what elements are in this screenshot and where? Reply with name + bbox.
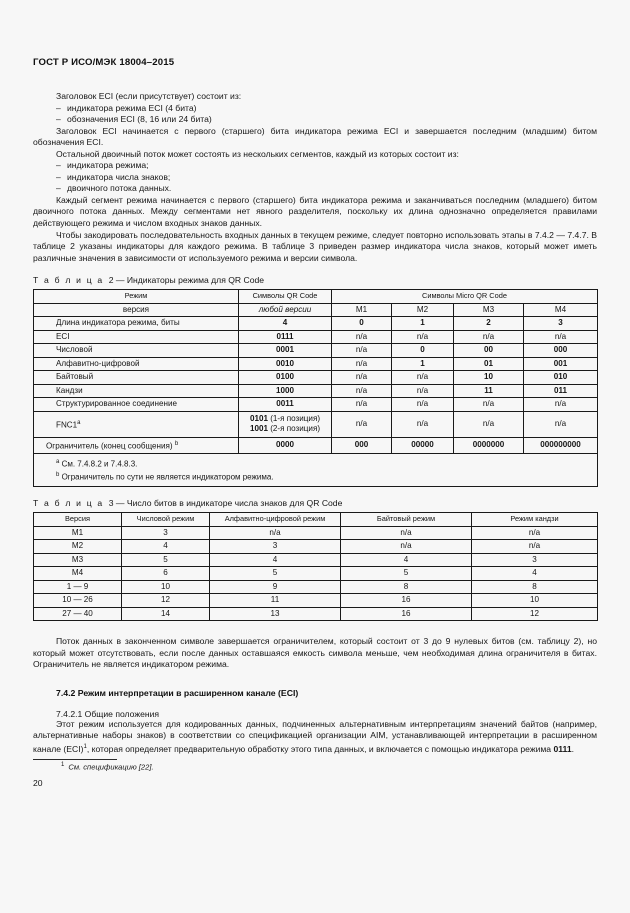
note-a-text: См. 7.4.8.2 и 7.4.8.3. <box>61 459 138 469</box>
table3-cell-byte: 16 <box>341 607 472 621</box>
paragraph-segment-mode: Каждый сегмент режима начинается с первого (старшего) бита индикатора режима и заканчиваться последним (младшего) битом двоичного потока данных. Между сегментами нет явного разделителя, поскольку их длина однозначно определяется правилами действующего режима и числом входных знаков данных. <box>33 194 597 229</box>
table2-note-b <box>56 470 595 483</box>
table-row <box>34 371 598 385</box>
table3-cell-alphanumeric: 5 <box>210 567 341 581</box>
list-item-label: индикатора режима ECI (4 бита) <box>67 102 197 113</box>
paragraph-binary-stream: Остальной двоичный поток может состоять из нескольких сегментов, каждый из которых состоит из: <box>56 148 459 159</box>
table2-row-m1: n/a <box>332 330 392 344</box>
dash-marker: – <box>56 160 61 171</box>
table-row <box>34 540 598 554</box>
eci-general-end: . <box>571 743 575 754</box>
note-b-marker: b <box>56 471 60 478</box>
table2-caption-prefix: Т а б л и ц а <box>33 275 104 286</box>
table3-cell-kanji: 8 <box>472 580 598 594</box>
table2-header-qr: Символы QR Code <box>239 290 332 304</box>
table2-cell-version-qr: любой версии <box>239 303 332 317</box>
table3-caption-prefix: Т а б л и ц а <box>33 498 104 509</box>
fnc1-position-2 <box>241 424 329 435</box>
table-row-header-groups <box>34 290 598 304</box>
table3-caption <box>33 487 597 512</box>
table2-row-m3: n/a <box>454 411 524 437</box>
list-item-label: индикатора числа знаков; <box>67 171 171 182</box>
spacer <box>33 621 597 625</box>
table3-cell-numeric: 3 <box>122 526 210 540</box>
note-b-text: Ограничитель по сути не является индикатором режима. <box>61 472 274 482</box>
table-row-header <box>34 513 598 527</box>
table3-cell-byte: 8 <box>341 580 472 594</box>
table2-row-m1: n/a <box>332 357 392 371</box>
table2-row-m2: n/a <box>392 411 454 437</box>
table2-row-m1: n/a <box>332 411 392 437</box>
list-item <box>33 172 597 184</box>
table-row <box>34 330 598 344</box>
table3-cell-version: M3 <box>34 553 122 567</box>
table3-cell-alphanumeric: 9 <box>210 580 341 594</box>
table-row <box>34 526 598 540</box>
table3-cell-numeric: 12 <box>122 594 210 608</box>
table2-row-qr: 1000 <box>239 384 332 398</box>
table3-cell-version: M4 <box>34 567 122 581</box>
table2-row-qr-fnc1 <box>239 411 332 437</box>
table2-cell-m2: M2 <box>392 303 454 317</box>
table2-row-label-terminator <box>34 437 239 453</box>
table2-row-qr: 0100 <box>239 371 332 385</box>
table3-cell-kanji: n/a <box>472 526 598 540</box>
eci-general-part2: , которая определяет предварительную обработку этого типа данных, и включается с помощью индикатора режима <box>86 743 554 754</box>
table2-row-label: Структурированное соединение <box>34 398 239 412</box>
table3-cell-alphanumeric: 13 <box>210 607 341 621</box>
dash-marker: – <box>56 114 61 125</box>
table2-row-m4: 000000000 <box>524 437 598 453</box>
table-row <box>34 567 598 581</box>
table-row <box>34 398 598 412</box>
table2-row-m4: 000 <box>524 344 598 358</box>
table2-header-mode: Режим <box>34 290 239 304</box>
list-item <box>33 183 597 195</box>
table3-cell-kanji: 12 <box>472 607 598 621</box>
table2-row-qr: 0010 <box>239 357 332 371</box>
table2-cell-version-label: версия <box>34 303 239 317</box>
table3-cell-version: 1 — 9 <box>34 580 122 594</box>
table-mode-indicators <box>33 289 598 487</box>
fnc1-text-1: (1-я позиция) <box>270 413 321 423</box>
fnc1-code-2: 1001 <box>249 424 268 434</box>
table2-row-m4: 3 <box>524 317 598 331</box>
table-row <box>34 594 598 608</box>
table2-row-m1: n/a <box>332 398 392 412</box>
table3-header-kanji: Режим кандзи <box>472 513 598 527</box>
table2-cell-m1: M1 <box>332 303 392 317</box>
table2-row-m2: 0 <box>392 344 454 358</box>
footnote-text: См. спецификацию [22]. <box>68 762 154 772</box>
table2-row-m3: 00 <box>454 344 524 358</box>
table2-note-a <box>56 457 595 470</box>
table3-header-numeric: Числовой режим <box>122 513 210 527</box>
table2-row-m4: n/a <box>524 411 598 437</box>
table2-row-m3: 2 <box>454 317 524 331</box>
table2-row-m3: n/a <box>454 330 524 344</box>
terminator-footnote-marker: b <box>174 440 179 447</box>
table-row <box>34 317 598 331</box>
table3-cell-version: M2 <box>34 540 122 554</box>
table2-row-m4: n/a <box>524 398 598 412</box>
table2-row-m3: 01 <box>454 357 524 371</box>
table-row <box>34 553 598 567</box>
table-row <box>34 384 598 398</box>
table2-row-m4: 001 <box>524 357 598 371</box>
table2-row-m1: 0 <box>332 317 392 331</box>
list-item-label: двоичного потока данных. <box>67 183 172 194</box>
table2-row-m2: 1 <box>392 317 454 331</box>
table2-row-m4: 011 <box>524 384 598 398</box>
terminator-label: Ограничитель (конец сообщения) <box>46 441 173 451</box>
table-row <box>34 607 598 621</box>
table2-row-m1: n/a <box>332 344 392 358</box>
list-item-label: индикатора режима; <box>67 160 149 171</box>
table2-caption-text: — Индикаторы режима для QR Code <box>115 275 265 286</box>
fnc1-label: FNC1 <box>56 420 78 430</box>
table-row <box>34 357 598 371</box>
paragraph-encode-sequence: Чтобы закодировать последовательность входных данных в текущем режиме, следует повторно использовать этапы в 7.4.2 — 7.4.7. В таблице 2 указаны индикаторы для каждого режима. В таблице 3 приведен размер индикатора числа знаков, который может иметь различные значения в зависимости от используемого режима и версии символа. <box>33 229 597 263</box>
table2-cell-m3: M3 <box>454 303 524 317</box>
table3-cell-numeric: 10 <box>122 580 210 594</box>
table2-row-label-fnc1 <box>34 411 239 437</box>
table3-cell-kanji: 3 <box>472 553 598 567</box>
table3-cell-version: 10 — 26 <box>34 594 122 608</box>
table2-row-label: Байтовый <box>34 371 239 385</box>
page-footnote <box>33 762 597 772</box>
table2-caption <box>33 264 597 289</box>
eci-general-part1: Этот режим используется для кодированных данных, подчиненных альтернативным интерпретациям значений байтов (например, альтернативные наборы знаков) в соответствии со спецификацией организации AIM, устанавливающей интерпретации в расширенном канале (ECI) <box>33 718 597 754</box>
table2-row-m3: 0000000 <box>454 437 524 453</box>
table3-cell-byte: 4 <box>341 553 472 567</box>
dash-marker: – <box>56 183 61 194</box>
table2-row-m1: n/a <box>332 371 392 385</box>
table2-row-m3: 11 <box>454 384 524 398</box>
standard-header: ГОСТ Р ИСО/МЭК 18004–2015 <box>33 57 175 68</box>
dash-marker: – <box>56 171 61 182</box>
table2-row-qr: 4 <box>239 317 332 331</box>
table3-cell-alphanumeric: n/a <box>210 526 341 540</box>
table2-cell-m4: M4 <box>524 303 598 317</box>
table3-cell-numeric: 14 <box>122 607 210 621</box>
table3-header-alphanumeric: Алфавитно-цифровой режим <box>210 513 341 527</box>
footnote-marker: 1 <box>61 762 65 769</box>
table3-cell-kanji: 4 <box>472 567 598 581</box>
fnc1-text-2: (2-я позиция) <box>270 424 321 434</box>
table2-row-m2: n/a <box>392 371 454 385</box>
paragraph-eci-header-bits: Заголовок ECI начинается с первого (старшего) бита индикатора режима ECI и завершается последним (младшим) битом обозначения ECI. <box>33 125 597 148</box>
fnc1-code-1: 0101 <box>249 413 268 423</box>
paragraph-terminator: Поток данных в законченном символе завершается ограничителем, который состоит от 3 до 9 нулевых битов (см. таблицу 2), но который может отсутствовать, если после данных оставшаяся емкость символа меньше, чем необходимая длина ограничителя в битах. Ограничитель не является индикатором режима. <box>33 636 597 670</box>
eci-mode-indicator-value: 0111 <box>553 743 572 754</box>
table2-row-m2: 1 <box>392 357 454 371</box>
table3-cell-numeric: 4 <box>122 540 210 554</box>
table3-header-byte: Байтовый режим <box>341 513 472 527</box>
paragraph-eci-header-intro: Заголовок ECI (если присутствует) состоит из: <box>56 91 242 101</box>
table2-row-m2: n/a <box>392 398 454 412</box>
eci-footnote-ref: 1 <box>83 743 87 750</box>
table2-row-m1: n/a <box>332 384 392 398</box>
list-item <box>33 114 597 126</box>
table2-row-m3: 10 <box>454 371 524 385</box>
table2-row-label: ECI <box>34 330 239 344</box>
table3-cell-numeric: 6 <box>122 567 210 581</box>
table2-row-m2: n/a <box>392 384 454 398</box>
table2-row-m3: n/a <box>454 398 524 412</box>
table3-cell-kanji: n/a <box>472 540 598 554</box>
table-char-count-bits <box>33 512 598 621</box>
table-row <box>34 344 598 358</box>
table3-cell-alphanumeric: 11 <box>210 594 341 608</box>
table-row <box>34 580 598 594</box>
paragraph-eci-general <box>33 719 597 756</box>
table3-cell-kanji: 10 <box>472 594 598 608</box>
table2-row-qr: 0001 <box>239 344 332 358</box>
list-item <box>33 103 597 115</box>
table-row-fnc1 <box>34 411 598 437</box>
table3-cell-alphanumeric: 3 <box>210 540 341 554</box>
list-item-label: обозначения ECI (8, 16 или 24 бита) <box>67 114 212 125</box>
table2-row-m1: 000 <box>332 437 392 453</box>
fnc1-position-1 <box>241 414 329 425</box>
table2-row-label: Числовой <box>34 344 239 358</box>
table2-row-label: Алфавитно-цифровой <box>34 357 239 371</box>
table-row-terminator <box>34 437 598 453</box>
table-row <box>34 303 598 317</box>
table2-row-m2: n/a <box>392 330 454 344</box>
list-item <box>33 160 597 172</box>
table3-cell-alphanumeric: 4 <box>210 553 341 567</box>
table3-cell-byte: n/a <box>341 526 472 540</box>
table3-cell-numeric: 5 <box>122 553 210 567</box>
table2-header-micro-qr: Символы Micro QR Code <box>332 290 598 304</box>
page-content <box>33 0 597 788</box>
table2-row-m4: n/a <box>524 330 598 344</box>
subsection-heading-7-4-2-1: 7.4.2.1 Общие положения <box>56 708 160 719</box>
note-a-marker: a <box>56 458 60 465</box>
table3-cell-byte: 16 <box>341 594 472 608</box>
table2-row-label: Кандзи <box>34 384 239 398</box>
table3-caption-text: — Число битов в индикаторе числа знаков для QR Code <box>115 498 343 509</box>
table3-caption-number: 3 <box>108 498 114 509</box>
footnote-separator <box>33 759 117 760</box>
table2-row-qr-terminator: 0000 <box>239 437 332 453</box>
table3-cell-version: M1 <box>34 526 122 540</box>
table2-notes <box>34 453 598 486</box>
table2-caption-number: 2 <box>108 275 114 286</box>
fnc1-footnote-marker: a <box>77 419 81 426</box>
table2-row-qr: 0111 <box>239 330 332 344</box>
page-number: 20 <box>33 777 43 788</box>
table2-row-m4: 010 <box>524 371 598 385</box>
table-row-notes <box>34 453 598 486</box>
table2-row-label: Длина индикатора режима, биты <box>34 317 239 331</box>
table3-cell-byte: 5 <box>341 567 472 581</box>
table3-cell-byte: n/a <box>341 540 472 554</box>
table3-header-version: Версия <box>34 513 122 527</box>
table2-row-qr: 0011 <box>239 398 332 412</box>
table3-cell-version: 27 — 40 <box>34 607 122 621</box>
table2-row-m2: 00000 <box>392 437 454 453</box>
dash-marker: – <box>56 102 61 113</box>
section-heading-7-4-2: 7.4.2 Режим интерпретации в расширенном канале (ECI) <box>56 687 299 698</box>
